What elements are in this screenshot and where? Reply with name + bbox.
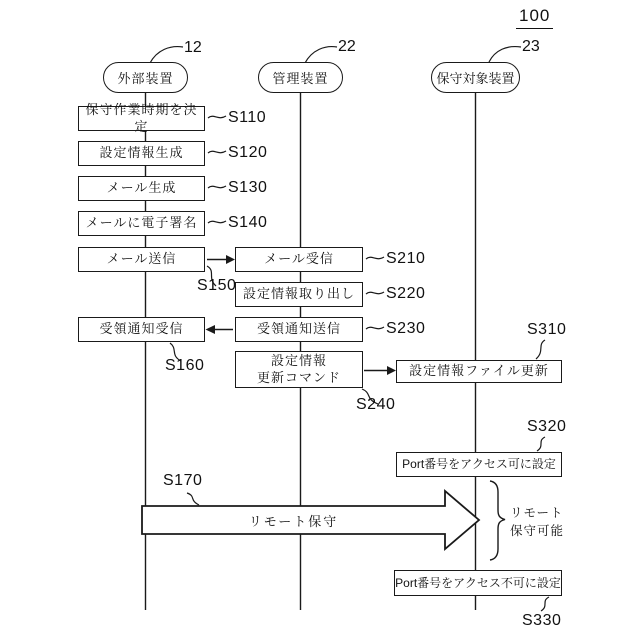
step-label-s110: S110	[228, 109, 267, 126]
step-label-s170: S170	[163, 472, 203, 489]
step-box-s310: 設定情報ファイル更新	[396, 360, 562, 383]
step-label-s240: S240	[356, 396, 396, 413]
step-label-s320: S320	[527, 418, 567, 435]
step-box-s140: メールに電子署名	[78, 211, 205, 236]
step-label-s220: S220	[386, 285, 426, 302]
step-box-s230: 受領通知送信	[235, 317, 363, 342]
step-label-s150: S150	[197, 277, 237, 294]
step-box-s220: 設定情報取り出し	[235, 282, 363, 307]
step-box-s120: 設定情報生成	[78, 141, 205, 166]
ref-number-management-device: 22	[338, 38, 356, 55]
ref-number-target-device: 23	[522, 38, 540, 55]
remote-maintenance-available-note: リモート 保守可能	[510, 506, 565, 539]
step-label-s120: S120	[228, 144, 268, 161]
step-box-s150: メール送信	[78, 247, 205, 272]
step-box-s110: 保守作業時期を決定	[78, 106, 205, 131]
actor-target-device: 保守対象装置	[431, 62, 520, 93]
step-label-s160: S160	[165, 357, 205, 374]
step-box-s240: 設定情報 更新コマンド	[235, 351, 363, 388]
step-label-s140: S140	[228, 214, 268, 231]
step-label-s210: S210	[386, 250, 426, 267]
actor-external-device: 外部装置	[103, 62, 188, 93]
arrowhead-update-command	[387, 366, 396, 375]
step-box-s160: 受領通知受信	[78, 317, 205, 342]
arrowhead-mail-send	[226, 255, 235, 264]
ref-number-external-device: 12	[184, 39, 202, 56]
step-label-s330: S330	[522, 612, 562, 629]
step-box-s330: Port番号をアクセス不可に設定	[394, 570, 562, 596]
step-label-s310: S310	[527, 321, 567, 338]
step-box-s320: Port番号をアクセス可に設定	[396, 452, 562, 477]
remote-maintenance-label: リモート保守	[248, 513, 339, 529]
actor-management-device: 管理装置	[258, 62, 343, 93]
remote-maintenance-brace	[490, 481, 505, 560]
step-box-s130: メール生成	[78, 176, 205, 201]
step-label-s230: S230	[386, 320, 426, 337]
figure-number: 100	[516, 6, 553, 29]
step-box-s210: メール受信	[235, 247, 363, 272]
arrowhead-receipt-send	[206, 325, 216, 334]
step-label-s130: S130	[228, 179, 268, 196]
